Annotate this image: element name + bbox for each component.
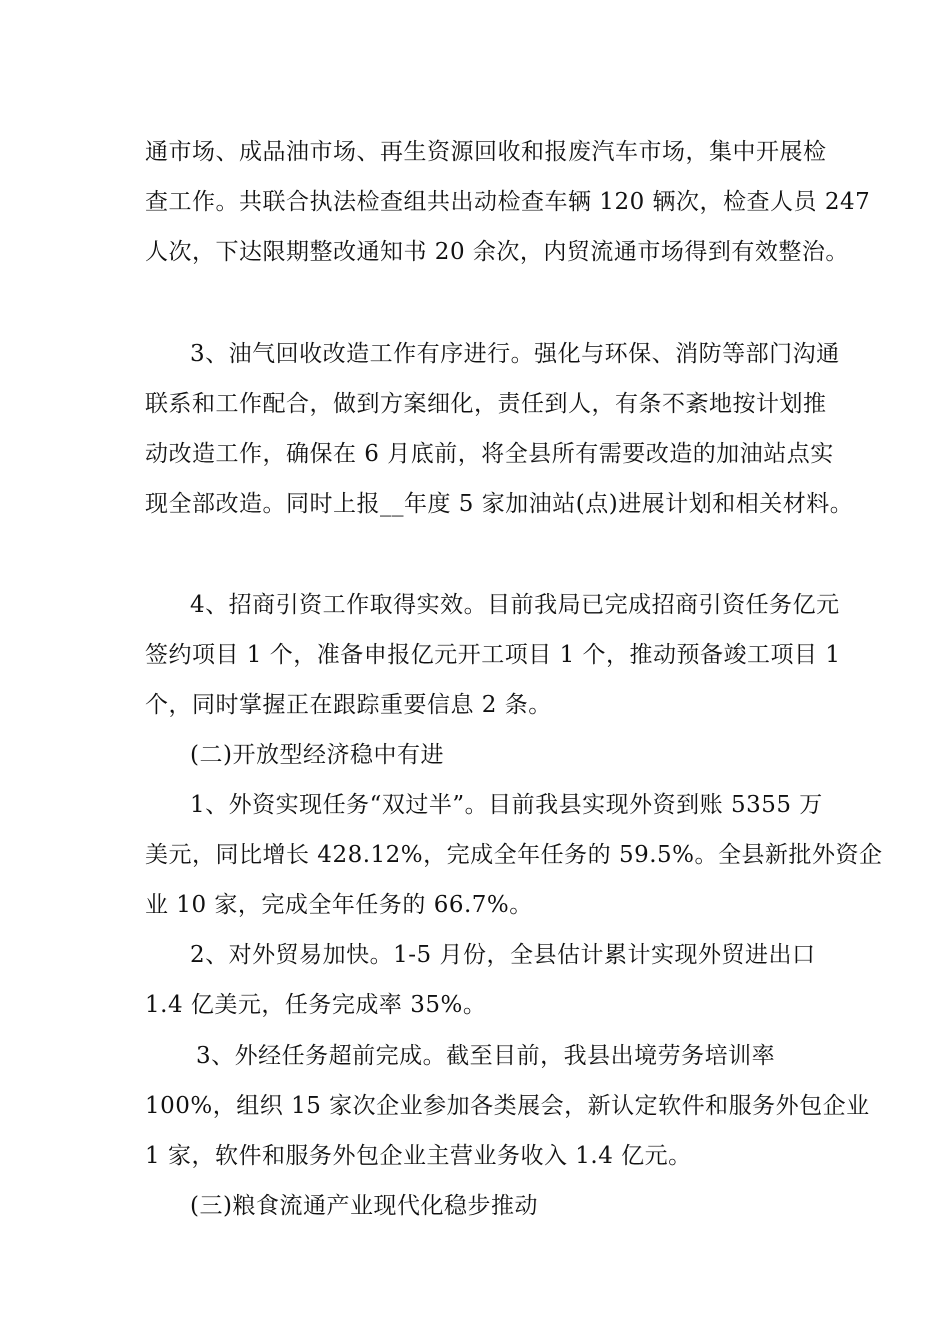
text-line: 1.4 亿美元，任务完成率 35%。: [145, 992, 487, 1018]
paragraph-4-start: 4、招商引资工作取得实效。目前我局已完成招商引资任务亿元: [190, 592, 840, 618]
text-line: 100%，组织 15 家次企业参加各类展会，新认定软件和服务外包企业: [145, 1093, 870, 1119]
text-line: 个，同时掌握正在跟踪重要信息 2 条。: [145, 692, 552, 718]
text-line: 通市场、成品油市场、再生资源回收和报废汽车市场，集中开展检: [145, 139, 827, 165]
text-line: 业 10 家，完成全年任务的 66.7%。: [145, 892, 533, 918]
text-line: 美元，同比增长 428.12%，完成全年任务的 59.5%。全县新批外资企: [145, 842, 883, 868]
text-line: 动改造工作，确保在 6 月底前，将全县所有需要改造的加油站点实: [145, 441, 834, 467]
section-heading: (三)粮食流通产业现代化稳步推动: [190, 1193, 538, 1219]
paragraph-start: 1、外资实现任务“双过半”。目前我县实现外资到账 5355 万: [190, 792, 823, 818]
section-heading: (二)开放型经济稳中有进: [190, 742, 444, 768]
paragraph-3-start: 3、油气回收改造工作有序进行。强化与环保、消防等部门沟通: [190, 341, 840, 367]
text-line: 查工作。共联合执法检查组共出动检查车辆 120 辆次，检查人员 247: [145, 189, 871, 215]
text-line: 现全部改造。同时上报__年度 5 家加油站(点)进展计划和相关材料。: [145, 491, 854, 517]
text-line: 联系和工作配合，做到方案细化，责任到人，有条不紊地按计划推: [145, 391, 827, 417]
text-line: 人次，下达限期整改通知书 20 余次，内贸流通市场得到有效整治。: [145, 239, 849, 265]
paragraph-start: 3、外经任务超前完成。截至目前，我县出境劳务培训率: [196, 1043, 776, 1069]
paragraph-start: 2、对外贸易加快。1-5 月份，全县估计累计实现外贸进出口: [190, 942, 816, 968]
text-line: 1 家，软件和服务外包企业主营业务收入 1.4 亿元。: [145, 1143, 692, 1169]
text-line: 签约项目 1 个，准备申报亿元开工项目 1 个，推动预备竣工项目 1: [145, 642, 841, 668]
